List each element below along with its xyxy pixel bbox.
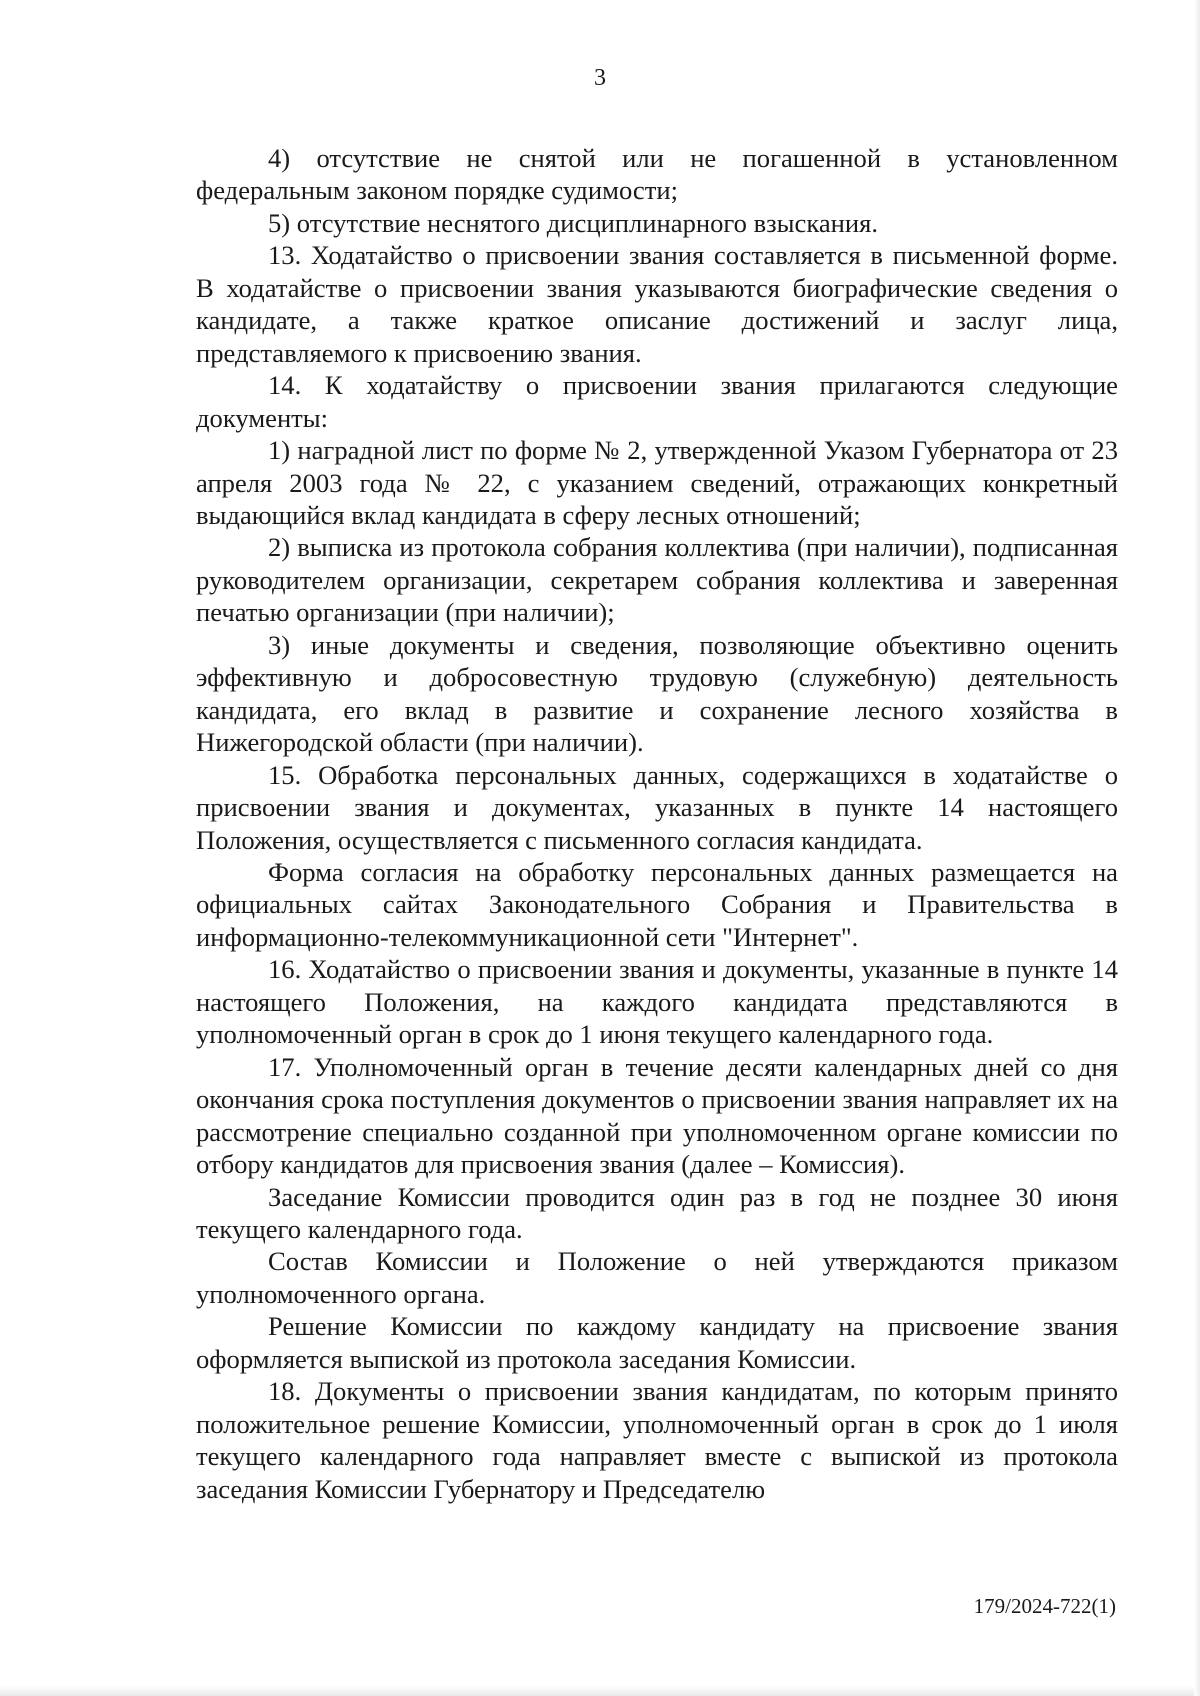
- paragraph-15: 15. Обработка персональных данных, содержащихся в ходатайстве о присвоении звания и документах, указанных в пункте 14 настоящего Положения, осуществляется с письменного согласия кандидата.: [196, 759, 1118, 855]
- paragraph-14-item-3: 3) иные документы и сведения, позволяющие объективно оценить эффективную и добросовестную трудовую (служебную) деятельность кандидата, его вклад в развитие и сохранение лесного хозяйства в Нижегородской области (при наличии).: [196, 629, 1118, 758]
- paragraph-14-item-1: 1) наградной лист по форме № 2, утвержденной Указом Губернатора от 23 апреля 2003 года № 22, с указанием сведений, отражающих конкретный выдающийся вклад кандидата в сферу лесных отношений;: [196, 435, 1118, 530]
- paragraph-17-decision: Решение Комиссии по каждому кандидату на присвоение звания оформляется выпиской из протокола заседания Комиссии.: [196, 1311, 1118, 1374]
- paragraph-item-5: 5) отсутствие неснятого дисциплинарного взыскания.: [268, 207, 878, 238]
- page-number: 3: [594, 65, 606, 91]
- paragraph-18: 18. Документы о присвоении звания кандидатам, по которым принято положительное решение Комиссии, уполномоченный орган в срок до 1 июля текущего календарного года направляет вместе с выпиской из протокола заседания Комиссии Губернатору и Председателю: [196, 1376, 1118, 1504]
- paragraph-14-item-2: 2) выписка из протокола собрания коллектива (при наличии), подписанная руководителем организации, секретарем собрания коллектива и заверенная печатью организации (при наличии);: [196, 532, 1118, 628]
- paragraph-17-meeting: Заседание Комиссии проводится один раз в год не позднее 30 июня текущего календарного года.: [196, 1181, 1118, 1244]
- paragraph-16: 16. Ходатайство о присвоении звания и документы, указанные в пункте 14 настоящего Положения, на каждого кандидата представляются в уполномоченный орган в срок до 1 июня текущего календарного года.: [196, 954, 1118, 1050]
- paragraph-13: 13. Ходатайство о присвоении звания составляется в письменной форме. В ходатайстве о присвоении звания указываются биографические сведения о кандидате, а также краткое описание достижений и заслуг лица, представляемого к присвоению звания.: [196, 240, 1118, 368]
- document-code: 179/2024-722(1): [973, 1594, 1116, 1618]
- scan-edge-bottom: [0, 1686, 1200, 1696]
- document-body: [196, 142, 1118, 1505]
- paragraph-14: 14. К ходатайству о присвоении звания прилагаются следующие документы:: [196, 370, 1118, 433]
- scan-edge-right: [1194, 0, 1200, 1696]
- paragraph-15-consent-form: Форма согласия на обработку персональных данных размещается на официальных сайтах Законодательного Собрания и Правительства в информационно-телекоммуникационной сети "Интернет".: [196, 856, 1118, 952]
- paragraph-item-4: 4) отсутствие не снятой или не погашенной в установленном федеральным законом порядке судимости;: [196, 143, 1118, 206]
- paragraph-17-composition: Состав Комиссии и Положение о ней утверждаются приказом уполномоченного органа.: [196, 1246, 1118, 1309]
- paragraph-17: 17. Уполномоченный орган в течение десяти календарных дней со дня окончания срока поступления документов о присвоении звания направляет их на рассмотрение специально созданной при уполномоченном органе комиссии по отбору кандидатов для присвоения звания (далее – Комиссия).: [196, 1051, 1118, 1180]
